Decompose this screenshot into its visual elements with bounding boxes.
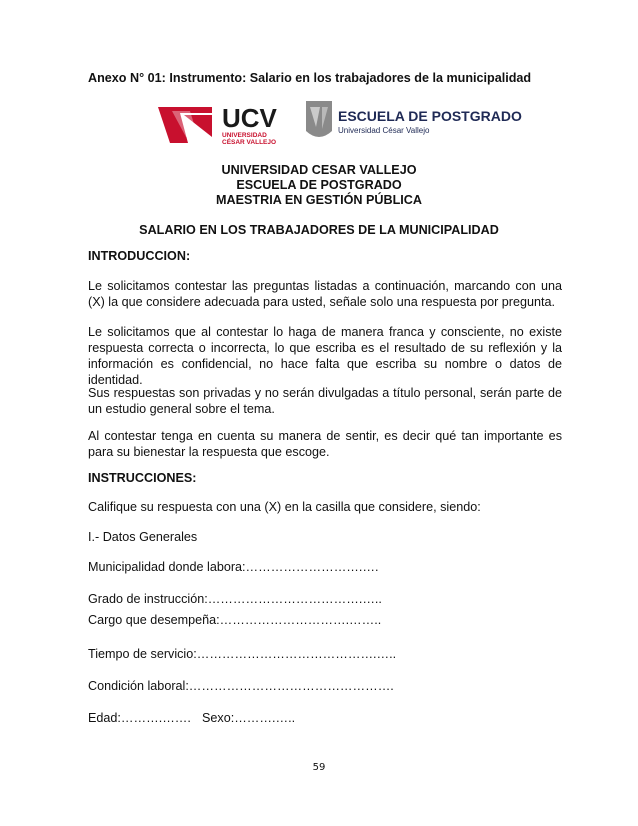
intro-paragraph-4: Al contestar tenga en cuenta su manera de sentir, es decir qué tan importante es para su bienestar la respuesta que escoge.	[88, 429, 562, 459]
field-sexo: Sexo:……….…..	[202, 711, 296, 725]
ucv-logo	[150, 97, 522, 147]
intro-title: INTRODUCCION:	[88, 249, 191, 263]
intro-paragraph-1: Le solicitamos contestar las preguntas listadas a continuación, marcando con una (X) la que considere adecuada para usted, señale solo una respuesta por pregunta.	[88, 279, 562, 309]
heading-program: MAESTRIA EN GESTIÓN PÚBLICA	[216, 193, 422, 207]
ucv-sub-1: UNIVERSIDAD	[222, 132, 267, 139]
instructions-paragraph: Califique su respuesta con una (X) en la casilla que considere, siendo:	[88, 500, 481, 514]
ucv-wordmark: UCV	[222, 103, 277, 133]
field-tiempo: Tiempo de servicio:…………………………………….…..	[88, 647, 397, 661]
ucv-sub-2: CÉSAR VALLEJO	[222, 139, 277, 146]
logos-row	[150, 97, 522, 147]
field-municipalidad: Municipalidad donde labora:……………………….….	[88, 560, 379, 574]
field-condicion: Condición laboral:………………………………………….	[88, 679, 394, 693]
heading-university: UNIVERSIDAD CESAR VALLEJO	[221, 163, 417, 177]
field-grado: Grado de instrucción:……………………………….…..	[88, 592, 382, 606]
instructions-title: INSTRUCCIONES:	[88, 471, 197, 485]
general-data-title: I.- Datos Generales	[88, 530, 198, 544]
field-edad: Edad:……….…….	[88, 711, 191, 725]
field-cargo: Cargo que desempeña:………………………….……..	[88, 613, 382, 627]
heading-school: ESCUELA DE POSTGRADO	[236, 178, 402, 192]
posgrado-title: ESCUELA DE POSTGRADO	[338, 108, 522, 124]
page-number: 59	[312, 762, 326, 773]
annex-title: Anexo N° 01: Instrumento: Salario en los trabajadores de la municipalidad	[88, 71, 532, 85]
heading-title: SALARIO EN LOS TRABAJADORES DE LA MUNICIPALIDAD	[139, 223, 499, 237]
intro-paragraph-2: Le solicitamos que al contestar lo haga de manera franca y consciente, no existe respuesta correcta o incorrecta, lo que escriba es el resultado de su reflexión y la información es confidencial, no hace falta que escriba su nombre o datos de identidad.	[88, 325, 562, 387]
intro-paragraph-3: Sus respuestas son privadas y no serán divulgadas a título personal, serán parte de un estudio general sobre el tema.	[88, 386, 562, 416]
posgrado-subtitle: Universidad César Vallejo	[338, 126, 430, 135]
ucv-emblem-icon	[158, 107, 212, 143]
posgrado-shield-icon	[306, 101, 332, 137]
